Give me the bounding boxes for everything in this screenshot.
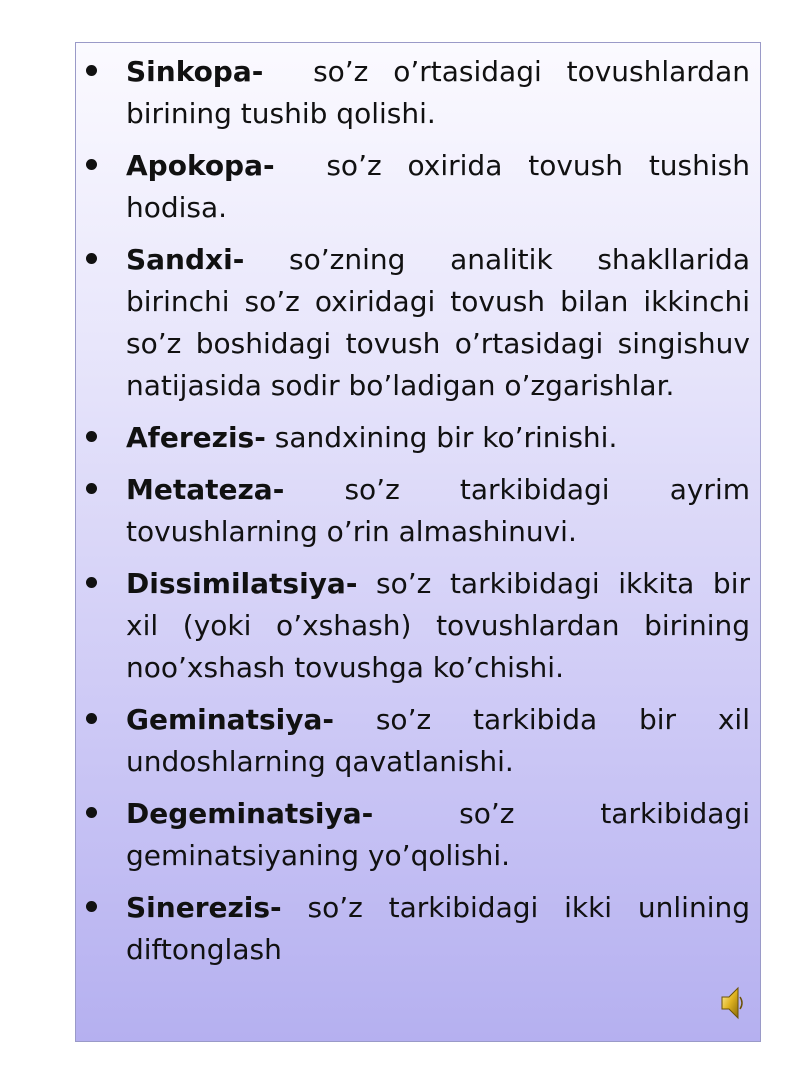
bullet [86,431,97,442]
bullet [86,713,97,724]
definition: so’z o’rtasidagi tovushlardan birining tushib qolishi. [126,55,750,130]
definition: so’z tarkibidagi ikki unlining diftonglash [126,891,750,966]
term: Metateza- [126,473,285,506]
bullet [86,577,97,588]
term: Dissimilatsiya- [126,567,358,600]
bullet [86,483,97,494]
list-item [84,563,750,689]
bullet [86,65,97,76]
term: Sinkopa- [126,55,264,88]
definition: so’z tarkibidagi ayrim tovushlarning o’rin almashinuvi. [126,473,750,548]
list-item [84,417,750,459]
list-item [84,239,750,407]
speaker-icon[interactable] [720,985,746,1021]
definition: so’z tarkibidagi ikkita bir xil (yoki o’xshash) tovushlardan birining noo’xshash tovushga ko’chishi. [126,567,750,684]
term-list [84,51,750,981]
definition: so’zning analitik shakllarida birinchi so’z oxiridagi tovush bilan ikkinchi so’z boshidagi tovush o’rtasidagi singishuv natijasida sodir bo’ladigan o’zgarishlar. [126,243,750,402]
term: Sinerezis- [126,891,282,924]
list-item [84,469,750,553]
list-item [84,699,750,783]
slide [75,42,761,1042]
term: Geminatsiya- [126,703,334,736]
term: Apokopa- [126,149,275,182]
bullet [86,901,97,912]
list-item [84,145,750,229]
definition: so’z oxirida tovush tushish hodisa. [126,149,750,224]
definition: sandxining bir ko’rinishi. [274,421,618,454]
term: Degeminatsiya- [126,797,374,830]
list-item [84,51,750,135]
list-item [84,793,750,877]
bullet [86,159,97,170]
term: Aferezis- [126,421,266,454]
definition: so’z tarkibidagi geminatsiyaning yo’qolishi. [126,797,750,872]
list-item [84,887,750,971]
definition: so’z tarkibida bir xil undoshlarning qavatlanishi. [126,703,750,778]
term: Sandxi- [126,243,245,276]
bullet [86,253,97,264]
bullet [86,807,97,818]
